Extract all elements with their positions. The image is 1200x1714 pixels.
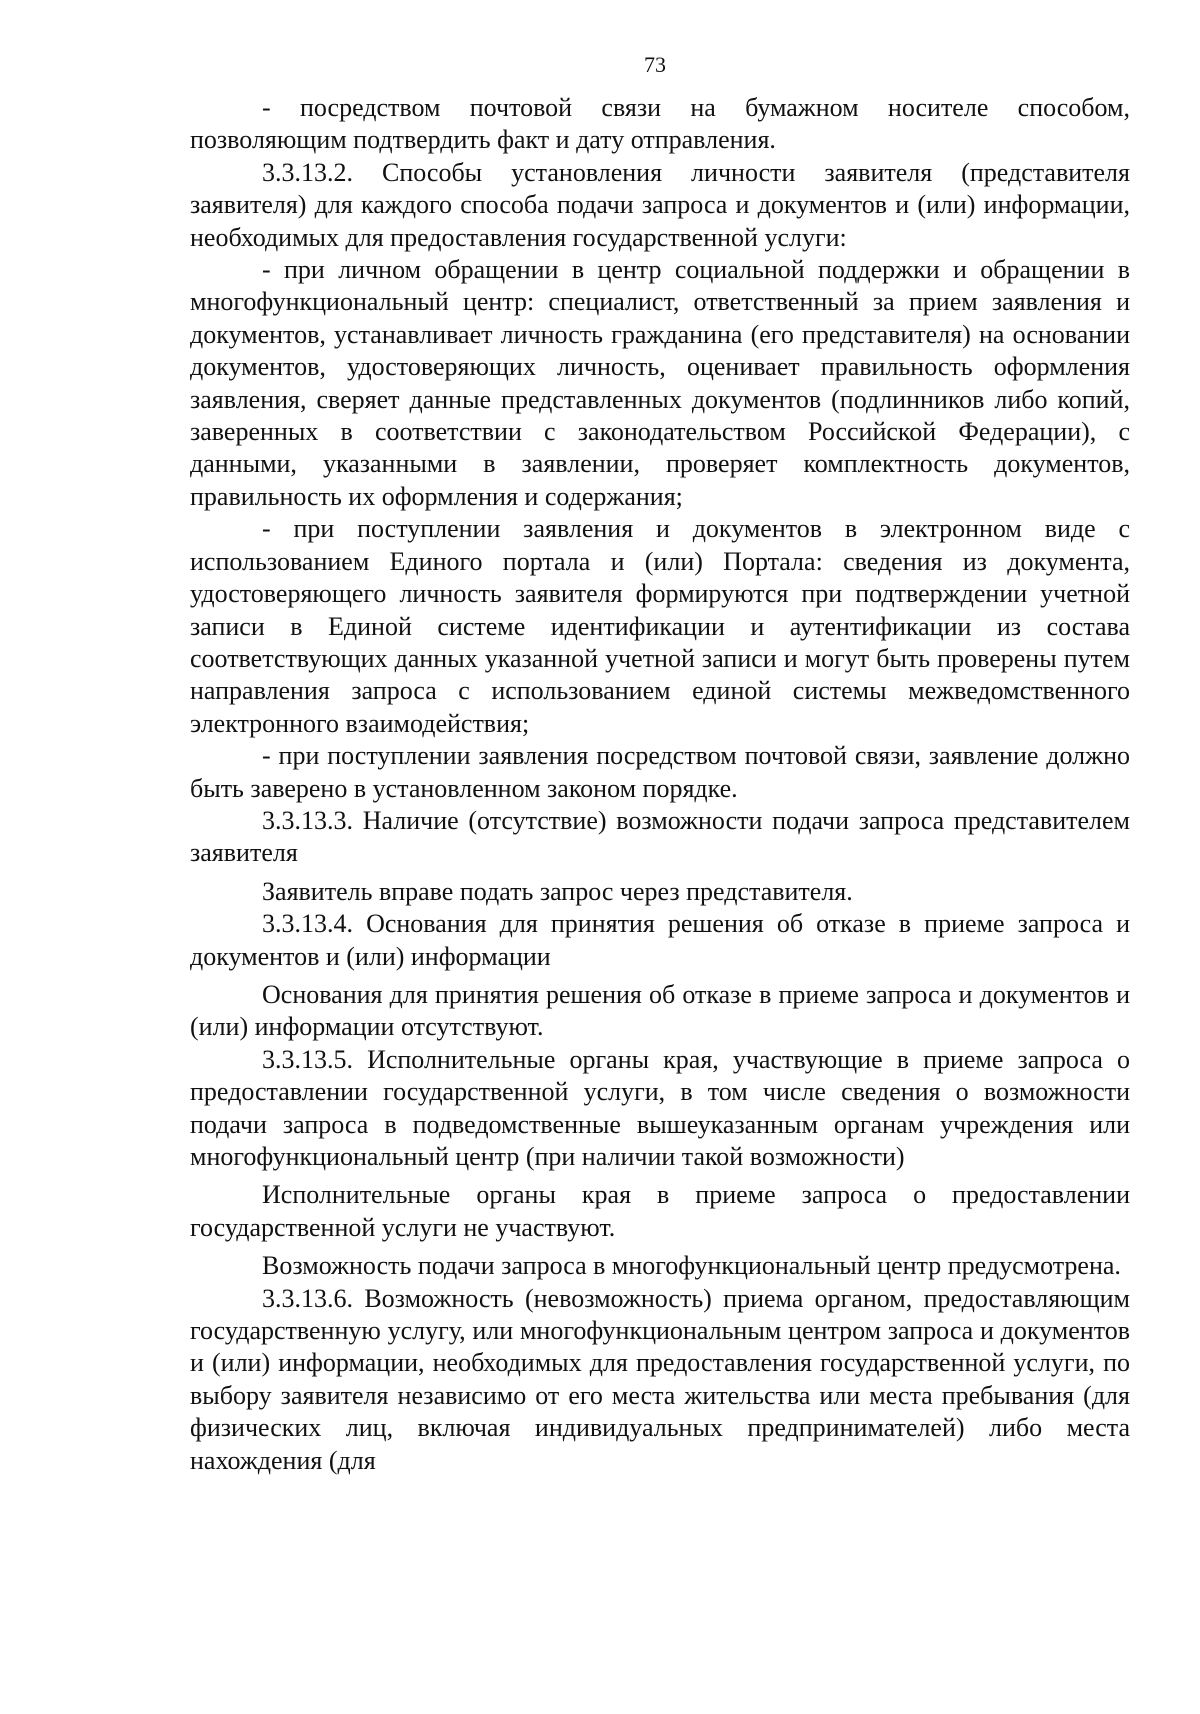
paragraph-postal-application: - при поступлении заявления посредством почтовой связи, заявление должно быть заверено в установленном законом порядке. (190, 741, 1130, 803)
paragraph-no-refusal-grounds: Основания для принятия решения об отказе в приеме запроса и документов и (или) информации отсутствуют. (190, 979, 1130, 1042)
paragraph-personal-visit: - при личном обращении в центр социальной поддержки и обращении в многофункциональный центр: специалист, ответственный за прием заявления и документов, устанавливает личность гражданина (его представителя) на основании документов, удостоверяющих личность, оценивает правильность оформления заявления, сверяет данные представленных документов (подлинников либо копий, заверенных в соответствии с законодательством Российской Федерации), с данными, указанными в заявлении, проверяет комплектность документов, правильность их оформления и содержания; (190, 255, 1130, 511)
paragraph-3-3-13-4: 3.3.13.4. Основания для принятия решения об отказе в приеме запроса и документов и (или) информации (190, 909, 1130, 971)
paragraph-3-3-13-5: 3.3.13.5. Исполнительные органы края, участвующие в приеме запроса о предоставлении государственной услуги, в том числе сведения о возможности подачи запроса в подведомственные вышеуказанным органам учреждения или многофункциональный центр (при наличии такой возможности) (190, 1044, 1130, 1171)
page-number: 73 (644, 52, 666, 77)
paragraph-organs-not-participating: Исполнительные органы края в приеме запроса о предоставлении государственной услуги не участвуют. (190, 1180, 1130, 1242)
paragraph-electronic: - при поступлении заявления и документов в электронном виде с использованием Единого портала и (или) Портала: сведения из документа, удостоверяющего личность заявителя формируются при подтверждении учетной записи в Единой системе идентификации и аутентификации из состава соответствующих данных указанной учетной записи и могут быть проверены путем направления запроса с использованием единой системы межведомственного электронного взаимодействия; (190, 514, 1130, 738)
paragraph-postal: - посредством почтовой связи на бумажном носителе способом, позволяющим подтвердить факт и дату отправления. (190, 93, 1130, 155)
paragraph-3-3-13-3: 3.3.13.3. Наличие (отсутствие) возможности подачи запроса представителем заявителя (190, 805, 1130, 868)
paragraph-mfc-possible: Возможность подачи запроса в многофункциональный центр предусмотрена. (262, 1251, 1121, 1281)
paragraph-3-3-13-6: 3.3.13.6. Возможность (невозможность) приема органом, предоставляющим государственную услугу, или многофункциональным центром запроса и документов и (или) информации, необходимых для предоставления государственной услуги, по выбору заявителя независимо от его места жительства или места пребывания (для физических лиц, включая индивидуальных предпринимателей) либо места нахождения (для (190, 1283, 1130, 1475)
document-body (190, 92, 1130, 1477)
paragraph-3-3-13-2: 3.3.13.2. Способы установления личности заявителя (представителя заявителя) для каждого способа подачи запроса и документов и (или) информации, необходимых для предоставления государственной услуги: (190, 157, 1130, 252)
paragraph-representative: Заявитель вправе подать запрос через представителя. (262, 876, 853, 906)
